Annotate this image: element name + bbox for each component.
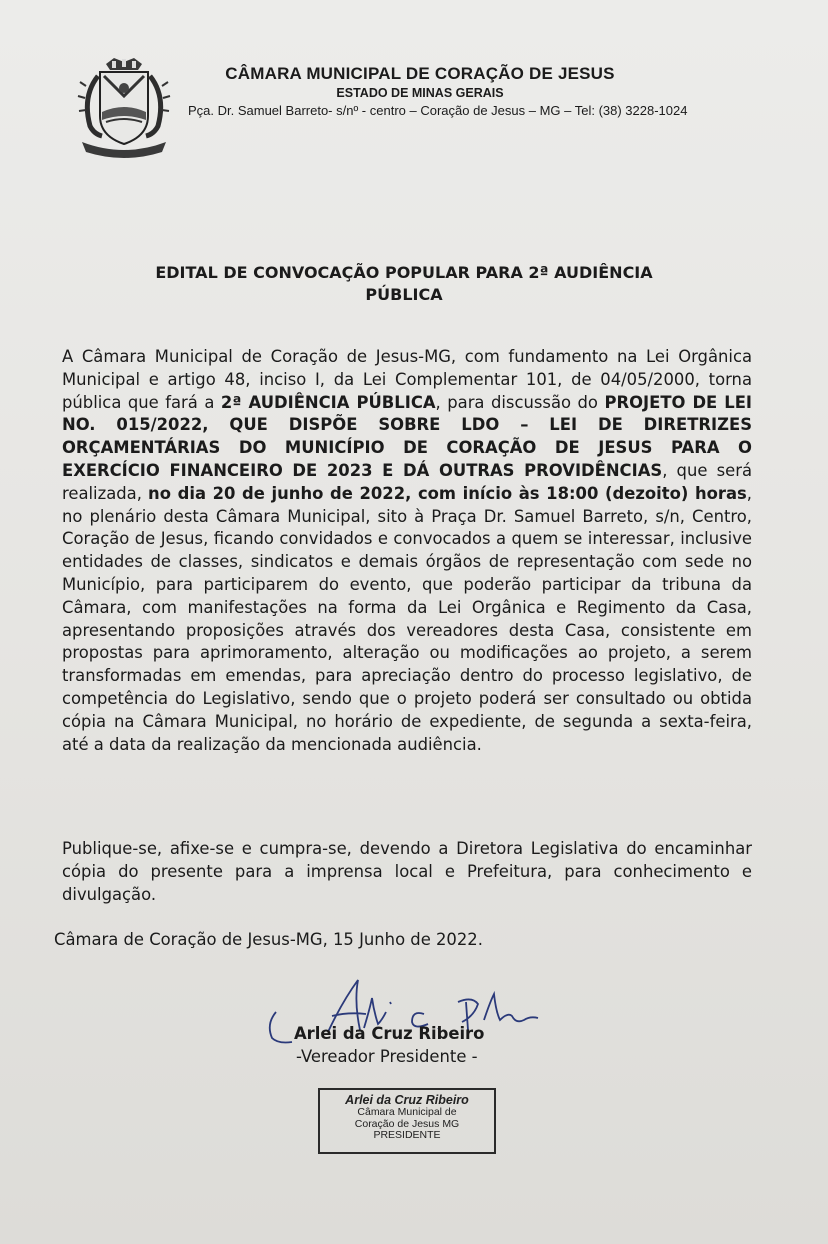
document-title-line: EDITAL DE CONVOCAÇÃO POPULAR PARA 2ª AUDIÊNCIA [155, 263, 653, 282]
signatory-name: Arlei da Cruz Ribeiro [294, 1024, 485, 1043]
signatory-role: -Vereador Presidente - [296, 1047, 478, 1066]
text-run: A Câmara Municipal de Coração de Jesus-MG, com fundamento na Lei Orgânica Municipal e artigo 48, inciso I, da Lei Complementar 101, de 04/05/2000, torna pública que fará a [62, 347, 752, 412]
text-run: , no plenário desta Câmara Municipal, sito à Praça Dr. Samuel Barreto, s/n, Centro, Coração de Jesus, ficando convidados e convocados a quem se interessar, inclusive entidades de classes, sindicatos e demais órgãos de representação com sede no Município, para participarem do evento, que poderão participar da tribuna da Câmara, com manifestações na forma da Lei Orgânica e Regimento da Casa, apresentando proposições através dos vereadores desta Casa, consistente em propostas para aprimoramento, alteração ou modificações ao projeto, a serem transformadas em emendas, para apreciação dentro do processo legislativo, de competência do Legislativo, sendo que o projeto poderá ser consultado ou obtida cópia na Câmara Municipal, no horário de expediente, de segunda a sexta-feira, até a data da realização da mencionada audiência. [62, 483, 752, 754]
date-line: Câmara de Coração de Jesus-MG, 15 Junho de 2022. [54, 930, 483, 949]
stamp-name: Arlei da Cruz Ribeiro [345, 1093, 469, 1107]
bold-text-run: 2ª AUDIÊNCIA PÚBLICA [220, 392, 436, 412]
stamp-line: Coração de Jesus MG [354, 1117, 460, 1130]
body-paragraph-main [62, 346, 752, 756]
bold-text-run: PROJETO DE LEI NO. 015/2022, QUE DISPÕE SOBRE LDO – LEI DE DIRETRIZES ORÇAMENTÁRIAS DO MUNICÍPIO DE CORAÇÃO DE JESUS PARA O EXERCÍCIO FINANCEIRO DE 2023 E DÁ OUTRAS PROVIDÊNCIAS [62, 392, 752, 480]
bold-text-run: no dia 20 de junho de 2022, com início às 18:00 (dezoito) horas [148, 483, 747, 503]
document-title-line: PÚBLICA [365, 285, 443, 304]
stamp-line: Câmara Municipal de [357, 1106, 457, 1118]
stamp-line: PRESIDENTE [373, 1129, 441, 1141]
document-title [90, 262, 718, 306]
official-stamp [318, 1088, 496, 1154]
chamber-name: CÂMARA MUNICIPAL DE CORAÇÃO DE JESUS [225, 64, 615, 83]
body-paragraph-publication: Publique-se, afixe-se e cumpra-se, devendo a Diretora Legislativa do encaminhar cópia do presente para a imprensa local e Prefeitura, para conhecimento e divulgação. [62, 839, 752, 904]
chamber-address: Pça. Dr. Samuel Barreto- s/nº - centro – Coração de Jesus – MG – Tel: (38) 3228-1024 [188, 103, 688, 118]
text-run: , para discussão do [435, 392, 605, 412]
municipal-crest-icon [76, 56, 172, 160]
text-run: , que será realizada, [62, 460, 752, 503]
state-name: ESTADO DE MINAS GERAIS [336, 86, 504, 100]
